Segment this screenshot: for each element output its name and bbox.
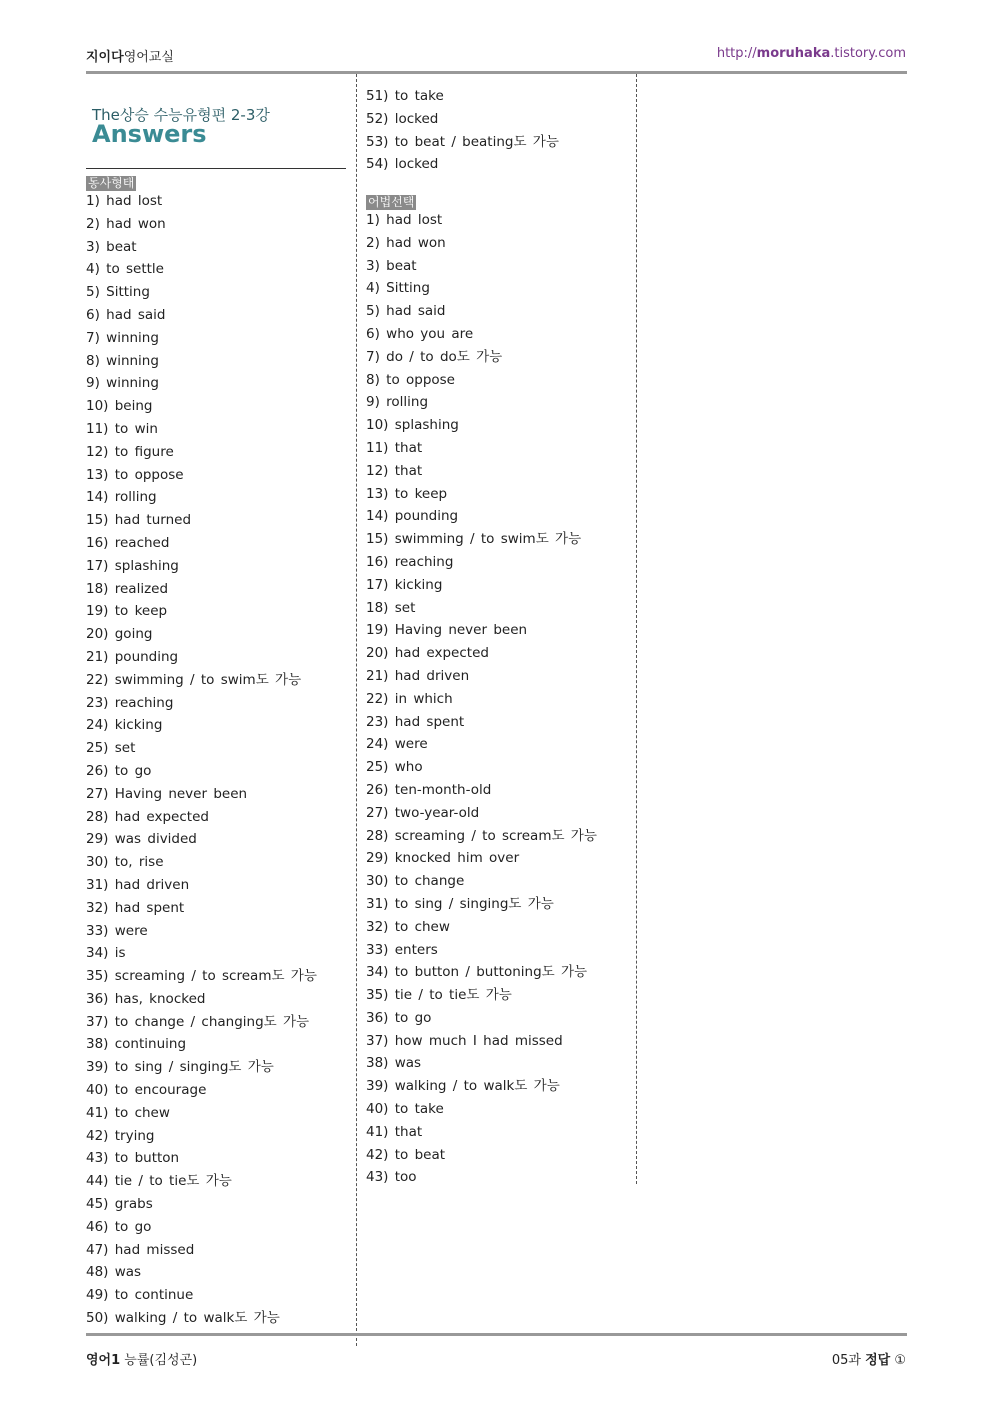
answer-item: 22) in which xyxy=(366,690,453,707)
answer-item: 47) had missed xyxy=(86,1241,195,1258)
answer-item: 22) swimming / to swim도 가능 xyxy=(86,671,302,688)
answer-item: 35) tie / to tie도 가능 xyxy=(366,987,512,1004)
answer-item: 31) to sing / singing도 가능 xyxy=(366,895,554,912)
answer-item: 28) screaming / to scream도 가능 xyxy=(366,827,597,844)
answer-item: 37) how much I had missed xyxy=(366,1032,563,1049)
answer-item: 15) swimming / to swim도 가능 xyxy=(366,531,582,548)
footer-course-bold: 영어1 xyxy=(86,1353,121,1368)
answer-item: 33) were xyxy=(86,922,148,939)
answer-item: 1) had lost xyxy=(86,193,163,209)
answer-item: 24) were xyxy=(366,736,428,753)
answer-item: 44) tie / to tie도 가능 xyxy=(86,1173,232,1190)
answer-item: 29) knocked him over xyxy=(366,850,520,867)
answer-item: 37) to change / changing도 가능 xyxy=(86,1013,310,1030)
header-brand xyxy=(86,46,174,65)
answer-item: 9) winning xyxy=(86,375,159,392)
answer-item: 30) to change xyxy=(366,873,465,890)
answer-item: 51) to take xyxy=(366,88,444,104)
answer-item: 14) rolling xyxy=(86,489,157,506)
answer-item: 13) to keep xyxy=(366,485,448,502)
answer-item: 39) walking / to walk도 가능 xyxy=(366,1078,560,1095)
answer-item: 34) to button / buttoning도 가능 xyxy=(366,964,588,981)
answer-item: 24) kicking xyxy=(86,717,163,734)
answer-item: 27) Having never been xyxy=(86,785,248,802)
column-divider-1 xyxy=(356,74,357,1346)
answer-item: 29) was divided xyxy=(86,831,197,848)
footer-lesson: 05과 xyxy=(831,1353,866,1368)
answer-item: 7) winning xyxy=(86,329,159,346)
answer-item: 54) locked xyxy=(366,156,439,173)
answer-item: 3) beat xyxy=(86,238,137,255)
answer-item: 21) pounding xyxy=(86,648,179,665)
answer-item: 46) to go xyxy=(86,1218,152,1235)
answer-item: 43) too xyxy=(366,1169,417,1186)
answer-list-verb-forms-part2 xyxy=(366,85,559,176)
page-subtitle: The상승 수능유형편 2-3강 xyxy=(92,106,270,124)
answer-item: 12) to figure xyxy=(86,443,174,460)
answer-item: 31) had driven xyxy=(86,876,190,893)
answer-item: 10) being xyxy=(86,398,153,415)
footer-page-number: ① xyxy=(890,1353,906,1368)
page-title: Answers xyxy=(92,120,207,148)
header-url[interactable] xyxy=(717,46,906,61)
url-bold: moruhaka xyxy=(756,46,831,61)
answer-item: 14) pounding xyxy=(366,508,459,525)
answer-item: 33) enters xyxy=(366,941,438,958)
answer-item: 28) had expected xyxy=(86,808,209,825)
answer-item: 4) Sitting xyxy=(366,280,430,297)
answer-item: 32) had spent xyxy=(86,899,185,916)
answer-item: 42) trying xyxy=(86,1127,155,1144)
answer-item: 50) walking / to walk도 가능 xyxy=(86,1310,280,1327)
answer-item: 8) winning xyxy=(86,352,159,369)
answer-item: 7) do / to do도 가능 xyxy=(366,348,503,365)
answer-item: 43) to button xyxy=(86,1150,180,1167)
answer-list-verb-forms-part1 xyxy=(86,190,317,1330)
answer-item: 9) rolling xyxy=(366,394,429,411)
answer-item: 18) set xyxy=(366,599,416,616)
answer-item: 16) reaching xyxy=(366,553,454,570)
answer-item: 36) has, knocked xyxy=(86,990,206,1007)
answer-item: 34) is xyxy=(86,945,126,962)
answer-item: 11) to win xyxy=(86,420,158,437)
answer-item: 2) had won xyxy=(86,215,166,232)
answer-item: 40) to take xyxy=(366,1101,444,1118)
url-prefix: http:// xyxy=(716,46,757,61)
answer-item: 53) to beat / beating도 가능 xyxy=(366,133,559,150)
answer-item: 5) had said xyxy=(366,303,446,320)
answer-item: 41) to chew xyxy=(86,1104,170,1121)
url-suffix: .tistory.com xyxy=(830,46,906,61)
answer-item: 2) had won xyxy=(366,234,446,251)
answer-item: 23) reaching xyxy=(86,694,174,711)
answer-item: 49) to continue xyxy=(86,1287,194,1304)
answer-item: 27) two-year-old xyxy=(366,804,480,821)
answer-item: 6) who you are xyxy=(366,325,474,342)
answer-item: 21) had driven xyxy=(366,667,470,684)
answer-item: 41) that xyxy=(366,1123,423,1140)
brand-rest: 영어교실 xyxy=(123,50,174,65)
answer-item: 26) ten-month-old xyxy=(366,781,492,798)
answer-item: 8) to oppose xyxy=(366,371,455,388)
answer-item: 6) had said xyxy=(86,306,166,323)
section-label-verb-forms: 동사형태 xyxy=(88,176,135,190)
answer-item: 42) to beat xyxy=(366,1146,446,1163)
footer-divider xyxy=(86,1333,907,1336)
answer-item: 17) splashing xyxy=(86,557,179,574)
answer-item: 5) Sitting xyxy=(86,284,150,301)
answer-item: 40) to encourage xyxy=(86,1082,207,1099)
answer-item: 38) continuing xyxy=(86,1036,187,1053)
answer-item: 25) set xyxy=(86,740,136,757)
answer-list-grammar-choice xyxy=(366,209,597,1189)
answer-item: 4) to settle xyxy=(86,261,164,278)
answer-item: 35) screaming / to scream도 가능 xyxy=(86,968,317,985)
answer-item: 1) had lost xyxy=(366,212,443,228)
answer-item: 38) was xyxy=(366,1055,422,1072)
header-divider xyxy=(86,71,907,74)
answer-item: 18) realized xyxy=(86,580,169,597)
footer-course xyxy=(86,1349,197,1368)
footer-course-rest: 능률(김성곤) xyxy=(120,1353,198,1368)
answer-item: 11) that xyxy=(366,439,423,456)
answer-item: 45) grabs xyxy=(86,1196,153,1213)
answer-item: 52) locked xyxy=(366,110,439,127)
answer-item: 39) to sing / singing도 가능 xyxy=(86,1059,274,1076)
section-label-grammar-choice: 어법선택 xyxy=(368,195,415,209)
answer-item: 19) Having never been xyxy=(366,622,528,639)
answer-item: 13) to oppose xyxy=(86,466,184,483)
answer-item: 23) had spent xyxy=(366,713,465,730)
answer-item: 19) to keep xyxy=(86,603,168,620)
answer-item: 10) splashing xyxy=(366,417,459,434)
answer-item: 26) to go xyxy=(86,762,152,779)
answer-item: 36) to go xyxy=(366,1009,432,1026)
answer-item: 3) beat xyxy=(366,257,417,274)
answer-item: 32) to chew xyxy=(366,918,450,935)
answer-item: 20) going xyxy=(86,626,153,643)
answer-item: 30) to, rise xyxy=(86,854,164,871)
answer-item: 20) had expected xyxy=(366,645,489,662)
answer-item: 48) was xyxy=(86,1264,142,1281)
column-divider-2 xyxy=(636,74,637,1184)
answer-item: 25) who xyxy=(366,759,423,776)
footer-page-label xyxy=(832,1349,906,1368)
title-divider xyxy=(86,168,346,169)
answer-item: 15) had turned xyxy=(86,512,192,529)
answer-item: 16) reached xyxy=(86,534,170,551)
answer-item: 17) kicking xyxy=(366,576,443,593)
footer-answer-bold: 정답 xyxy=(865,1353,891,1368)
answer-item: 12) that xyxy=(366,462,423,479)
brand-bold: 지이다 xyxy=(86,50,124,65)
